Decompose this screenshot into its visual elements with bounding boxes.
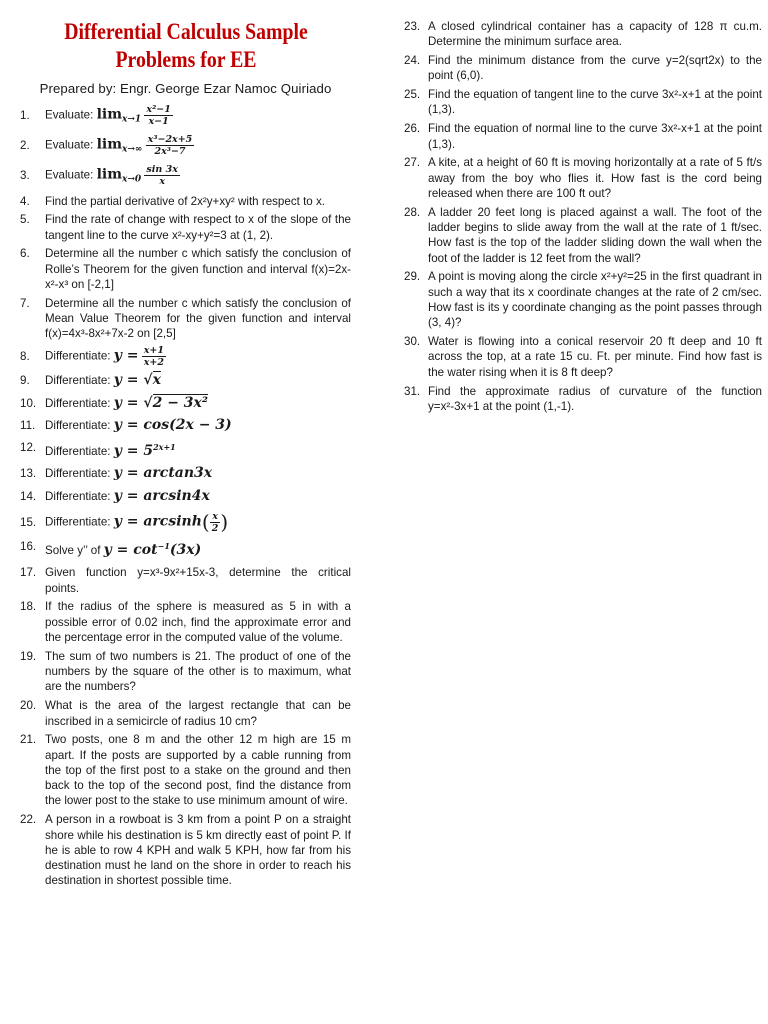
fraction: $\frac{x+1}{x+2}$ — [143, 345, 164, 369]
problem-9: 9. Differentiate: y = √x — [20, 372, 161, 389]
right-column — [404, 19, 762, 418]
problem-5: 5. Find the rate of change with respect to x of the slope of the tangent line to the curve x²-xy+y²=3 at (1, 2). — [20, 213, 351, 242]
title-line-1: Differential Calculus Sample — [64, 19, 308, 44]
problem-14: 14. Differentiate: y = arcsin4x — [20, 487, 210, 504]
fraction: $\frac{\sin 3x}{x}$ — [146, 163, 178, 187]
title-line-2: Problems for EE — [115, 47, 257, 72]
problem-7: 7. Determine all the number c which satisfy the conclusion of Mean Value Theorem for the given function and interval f(x)=4x³-8x²+7x-2 on [2,5] — [20, 296, 351, 341]
problem-24: 24. Find the minimum distance from the curve y=2(sqrt2x) to the point (6,0). — [404, 54, 762, 83]
left-column — [20, 18, 351, 892]
problem-11: 11. Differentiate: y = cos(2x − 3) — [20, 416, 232, 433]
problem-31: 31. Find the approximate radius of curvature of the function y=x²-3x+1 at the point (1,-1). — [404, 384, 762, 413]
prepared-by: Prepared by: Engr. George Ezar Namoc Quiriado — [39, 81, 332, 96]
problem-20: 20. What is the area of the largest rectangle that can be inscribed in a semicircle of radius 10 cm? — [20, 699, 351, 728]
problem-8: 8. Differentiate: y = $\frac{x+1}{x+2}$ — [20, 345, 164, 369]
problem-13: 13. Differentiate: y = arctan3x — [20, 465, 213, 482]
problem-1: 1. Evaluate: $\lim_{x\to 1}$ $\frac{\text{x²−1}}{x-1}$ — [20, 104, 171, 127]
problem-23: 23. A closed cylindrical container has a capacity of 128 π cu.m. Determine the minimum surface area. — [404, 20, 762, 49]
problem-21: 21. Two posts, one 8 m and the other 12 m high are 15 m apart. If the posts are supported by a cable running from the top of the first post to a stake on the ground and then back to the top of the second post, find the distance from the lower post to the stake to use minimum amount of wire. — [20, 733, 351, 808]
problem-30: 30. Water is flowing into a conical reservoir 20 ft deep and 10 ft across the top, at a rate 15 cu. Ft. per minute. Find how fast is the water rising when it is 8 ft deep? — [404, 335, 762, 379]
fraction: $\frac{\text{x³−2x+5}}{\text{2x³−7}}$ — [147, 133, 193, 157]
problem-28: 28. A ladder 20 feet long is placed against a wall. The foot of the ladder begins to slide away from the wall at the rate of 1 ft/sec. How fast is the top of the ladder sliding down the wall when the foot of the ladder is 12 feet from the wall? — [404, 205, 762, 265]
problem-26: 26. Find the equation of normal line to the curve 3x²-x+1 at the point (1,3). — [404, 122, 762, 151]
problem-2: 2. Evaluate: $\lim_{x\to\infty}$ $\frac{\text{x³−2x+5}}{\text{2x³−7}}$ — [20, 133, 193, 157]
problem-22: 22. A person in a rowboat is 3 km from a point P on a straight shore while his destination is 5 km directly east of point P. If he is able to row 4 KPH and walk 5 KPH, how far from his destination must he land on the shore in order to reach his destination in shortest possible time. — [20, 813, 351, 888]
problem-17: 17. Given function y=x³-9x²+15x-3, determine the critical points. — [20, 566, 351, 595]
problem-10: 10. Differentiate: y = √2 − 3x² — [20, 394, 209, 411]
problem-18: 18. If the radius of the sphere is measured as 5 in with a possible error of 0.02 inch, find the approximate error and the percentage error in the computed value of the volume. — [20, 600, 351, 645]
problem-list-right — [404, 19, 762, 414]
problem-15: 15. Differentiate: y = arcsinh( $\frac{x}{2}$ ) — [20, 509, 229, 535]
fraction: $\frac{x}{2}$ — [211, 511, 219, 535]
problem-3: 3. Evaluate: $\lim_{x\to 0}$ $\frac{\sin 3x}{x}$ — [20, 163, 178, 187]
problem-list-left — [20, 104, 351, 889]
problem-27: 27. A kite, at a height of 60 ft is moving horizontally at a rate of 5 ft/s away from the boy who flies it. How fast is the cord being released when there are 100 ft out? — [404, 156, 762, 200]
problem-25: 25. Find the equation of tangent line to the curve 3x²-x+1 at the point (1,3). — [404, 88, 762, 117]
problem-6: 6. Determine all the number c which satisfy the conclusion of Rolle’s Theorem for the given function and interval f(x)=2x-x²-x³ on [-2,1] — [20, 247, 351, 292]
problem-19: 19. The sum of two numbers is 21. The product of one of the numbers by the square of the other is to maximum, what are the numbers? — [20, 649, 351, 694]
problem-16: 16. Solve y’’ of $y = \cot^{-1}(3x)$ — [20, 540, 202, 559]
problem-4: 4. Find the partial derivative of 2x²y+xy² with respect to x. — [20, 194, 325, 208]
page-title — [31, 18, 341, 74]
problem-29: 29. A point is moving along the circle x²+y²=25 in the first quadrant in such a way that its x coordinate changes at the rate of 2 cm/sec. How fast is its y coordinate changing as the point passes through (3, 4)? — [404, 270, 762, 330]
fraction: $\frac{\text{x²−1}}{x-1}$ — [146, 104, 171, 127]
problem-12: 12. Differentiate: $y = 5^{2x+1}$ — [20, 441, 176, 460]
